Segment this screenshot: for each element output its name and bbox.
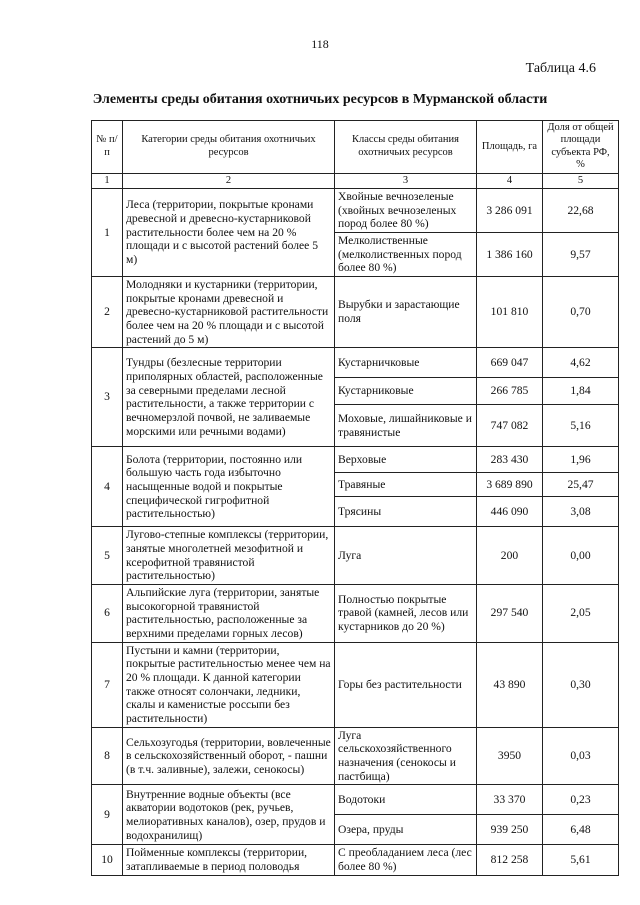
area-value: 101 810 [477, 276, 543, 347]
table-row [92, 188, 619, 232]
share-value: 4,62 [543, 348, 619, 378]
share-value: 2,05 [543, 584, 619, 642]
area-value: 3 689 890 [477, 473, 543, 497]
habitat-class: Мелколиственные (мелколиственных пород более 80 %) [335, 232, 477, 276]
page-title: Элементы среды обитания охотничьих ресурсов в Мурманской области [92, 92, 548, 107]
table-body [92, 188, 619, 875]
header-category: Категории среды обитания охотничьих ресурсов [123, 121, 335, 174]
col-number: 5 [543, 173, 619, 188]
table-row [92, 642, 619, 727]
habitat-class: Кустарничковые [335, 348, 477, 378]
habitat-class: Хвойные вечнозеленые (хвойных вечнозеленых пород более 80 %) [335, 188, 477, 232]
habitat-category: Пустыни и камни (территории, покрытые растительностью менее чем на 20 % площади. К данной категории также относят солончаки, ледники, скалы и каменистые россыпи без растительности) [123, 642, 335, 727]
habitat-category: Внутренние водные объекты (все акватории водотоков (рек, ручьев, мелиоративных каналов), озер, прудов и водохранилищ) [123, 785, 335, 845]
habitat-category: Альпийские луга (территории, занятые высокогорной травянистой растительностью, расположенные за верхними пределами горных лесов) [123, 584, 335, 642]
share-value: 25,47 [543, 473, 619, 497]
habitat-category: Сельхозугодья (территории, вовлеченные в сельскохозяйственный оборот, - пашни (в т.ч. заливные), залежи, сенокосы) [123, 727, 335, 785]
area-value: 669 047 [477, 348, 543, 378]
table-row [92, 447, 619, 473]
area-value: 200 [477, 527, 543, 585]
header-class: Классы среды обитания охотничьих ресурсов [335, 121, 477, 174]
table-row [92, 845, 619, 875]
row-number: 8 [92, 727, 123, 785]
habitat-class: Озера, пруды [335, 815, 477, 845]
col-number: 2 [123, 173, 335, 188]
habitat-class: Травяные [335, 473, 477, 497]
area-value: 297 540 [477, 584, 543, 642]
share-value: 0,70 [543, 276, 619, 347]
area-value: 3 286 091 [477, 188, 543, 232]
row-number: 5 [92, 527, 123, 585]
habitat-class: Луга [335, 527, 477, 585]
area-value: 1 386 160 [477, 232, 543, 276]
header-area: Площадь, га [477, 121, 543, 174]
area-value: 939 250 [477, 815, 543, 845]
habitat-class: Полностью покрытые травой (камней, лесов или кустарников до 20 %) [335, 584, 477, 642]
share-value: 0,23 [543, 785, 619, 815]
habitat-class: Кустарниковые [335, 378, 477, 405]
habitat-class: Моховые, лишайниковые и травянистые [335, 405, 477, 447]
share-value: 9,57 [543, 232, 619, 276]
share-value: 1,84 [543, 378, 619, 405]
share-value: 1,96 [543, 447, 619, 473]
row-number: 7 [92, 642, 123, 727]
habitat-class: Горы без растительности [335, 642, 477, 727]
share-value: 5,16 [543, 405, 619, 447]
col-number: 1 [92, 173, 123, 188]
habitat-class: Водотоки [335, 785, 477, 815]
table-label: Таблица 4.6 [525, 61, 596, 76]
table-row [92, 727, 619, 785]
habitat-category: Молодняки и кустарники (территории, покрытые кронами древесной и древесно-кустарниковой растительности более чем на 20 % площади и с высотой растений до 5 м) [123, 276, 335, 347]
area-value: 747 082 [477, 405, 543, 447]
habitat-category: Болота (территории, постоянно или большую часть года избыточно насыщенные водой и покрытые специфической гигрофитной растительностью) [123, 447, 335, 527]
row-number: 1 [92, 188, 123, 276]
habitat-class: С преобладанием леса (лес более 80 %) [335, 845, 477, 875]
table-row [92, 348, 619, 378]
habitat-table [91, 120, 619, 876]
row-number: 3 [92, 348, 123, 447]
habitat-class: Луга сельскохозяйственного назначения (сенокосы и пастбища) [335, 727, 477, 785]
habitat-class: Верховые [335, 447, 477, 473]
table-row [92, 584, 619, 642]
share-value: 5,61 [543, 845, 619, 875]
page-number: 118 [311, 37, 329, 51]
area-value: 266 785 [477, 378, 543, 405]
area-value: 3950 [477, 727, 543, 785]
row-number: 4 [92, 447, 123, 527]
col-number: 4 [477, 173, 543, 188]
col-number: 3 [335, 173, 477, 188]
share-value: 0,00 [543, 527, 619, 585]
header-share: Доля от общей площади субъекта РФ, % [543, 121, 619, 174]
habitat-category: Тундры (безлесные территории приполярных областей, расположенные за северными пределами лесной растительности, а также территории с вечномерзлой почвой, не заливаемые морскими или речными водами) [123, 348, 335, 447]
header-num: № п/п [92, 121, 123, 174]
habitat-class: Трясины [335, 497, 477, 527]
table-row [92, 527, 619, 585]
row-number: 6 [92, 584, 123, 642]
row-number: 10 [92, 845, 123, 875]
column-number-row [92, 173, 619, 188]
share-value: 0,03 [543, 727, 619, 785]
table-row [92, 276, 619, 347]
table-row [92, 785, 619, 815]
area-value: 43 890 [477, 642, 543, 727]
row-number: 9 [92, 785, 123, 845]
share-value: 0,30 [543, 642, 619, 727]
area-value: 33 370 [477, 785, 543, 815]
habitat-category: Леса (территории, покрытые кронами древесной и древесно-кустарниковой растительности более чем на 20 % площади и с высотой растений более 5 м) [123, 188, 335, 276]
share-value: 22,68 [543, 188, 619, 232]
area-value: 283 430 [477, 447, 543, 473]
habitat-category: Пойменные комплексы (территории, затапливаемые в период половодья [123, 845, 335, 875]
share-value: 3,08 [543, 497, 619, 527]
habitat-class: Вырубки и зарастающие поля [335, 276, 477, 347]
share-value: 6,48 [543, 815, 619, 845]
habitat-category: Лугово-степные комплексы (территории, занятые многолетней мезофитной и ксерофитной травянистой растительностью) [123, 527, 335, 585]
area-value: 812 258 [477, 845, 543, 875]
area-value: 446 090 [477, 497, 543, 527]
row-number: 2 [92, 276, 123, 347]
